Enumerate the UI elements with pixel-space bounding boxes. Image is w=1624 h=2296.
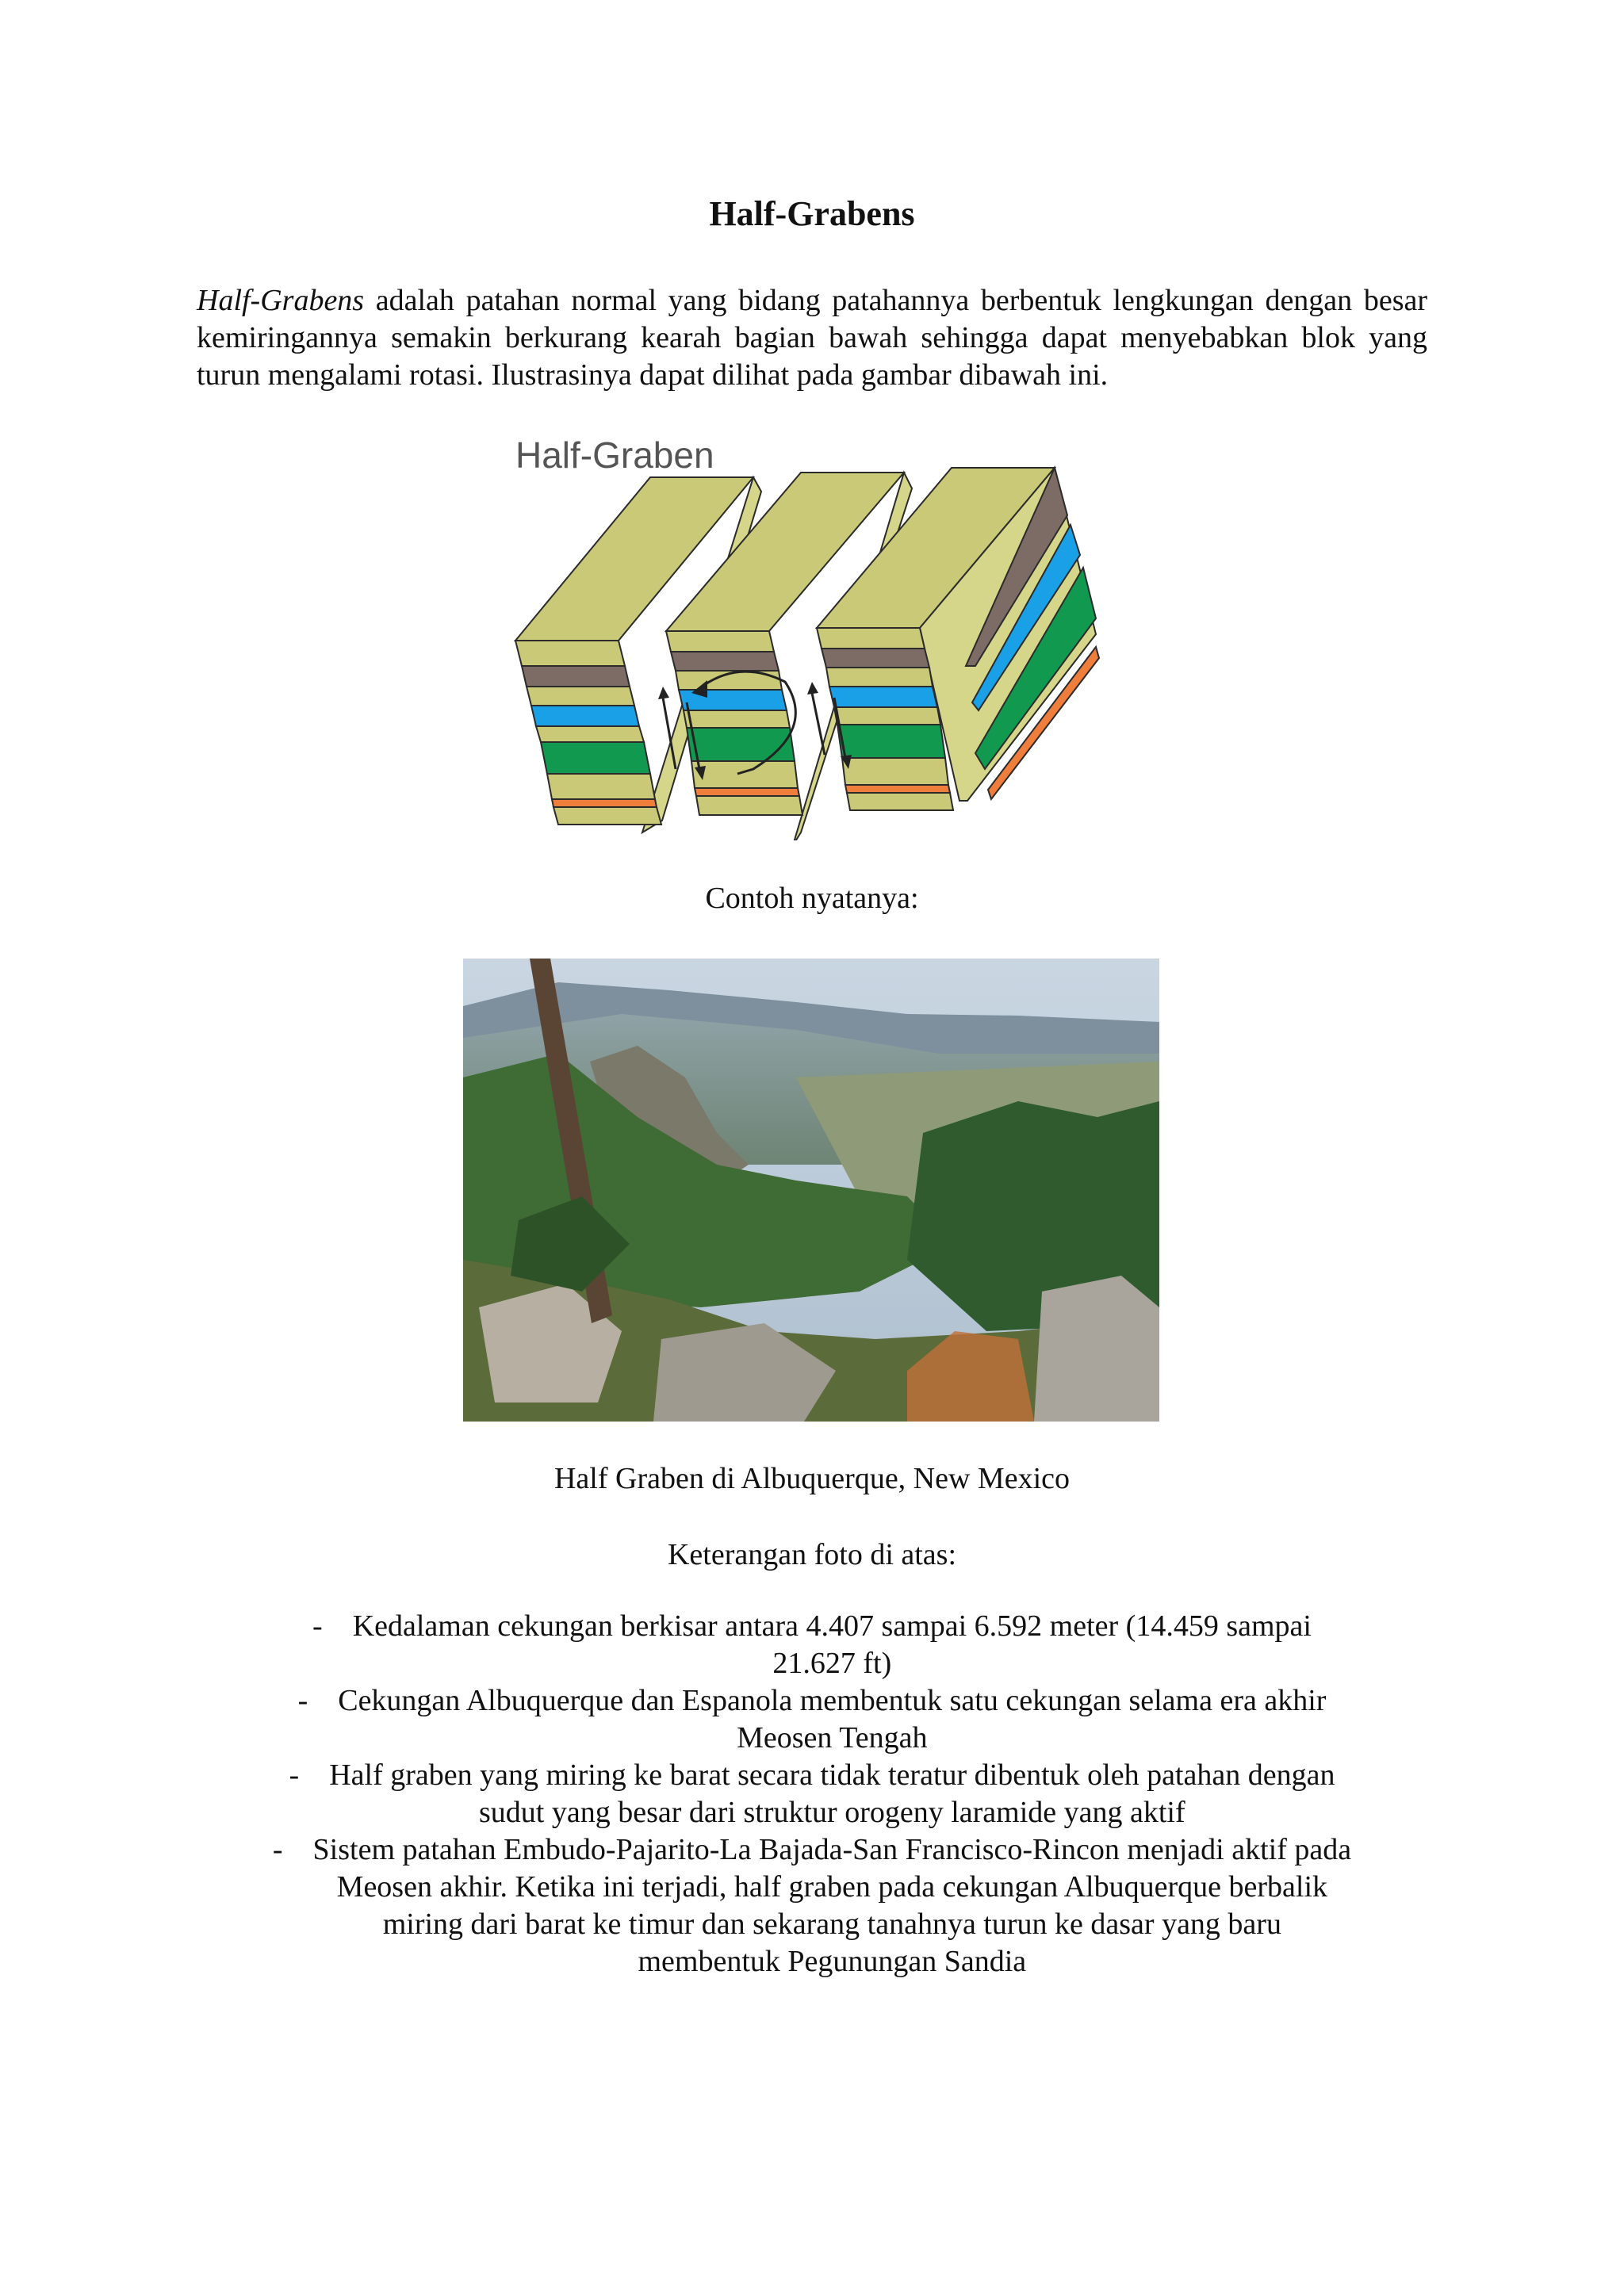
list-item-line: Sistem patahan Embudo-Pajarito-La Bajada-San Francisco-Rincon menjadi aktif pada	[312, 1833, 1352, 1866]
half-graben-diagram	[500, 428, 1102, 840]
list-item-line: Meosen Tengah	[737, 1721, 928, 1755]
example-heading: Contoh nyatanya:	[705, 882, 919, 915]
landscape-image	[463, 959, 1159, 1422]
list-item-line: Kedalaman cekungan berkisar antara 4.407 sampai 6.592 meter (14.459 sampai	[352, 1609, 1312, 1643]
intro-term: Half-Grabens	[197, 284, 365, 317]
bullet-dash: -	[297, 1684, 308, 1717]
list-item-line: Cekungan Albuquerque dan Espanola membentuk satu cekungan selama era akhir	[338, 1684, 1327, 1717]
photo-caption: Half Graben di Albuquerque, New Mexico	[553, 1462, 1071, 1495]
bullet-dash: -	[272, 1833, 283, 1866]
list-item-line: 21.627 ft)	[772, 1647, 892, 1680]
list-item-line: miring dari barat ke timur dan sekarang tanahnya turun ke dasar yang baru	[382, 1908, 1281, 1941]
list-item	[238, 1682, 1386, 1757]
intro-text: adalah patahan normal yang bidang patahannya berbentuk lengkungan dengan besar kemiringannya semakin berkurang kearah bagian bawah sehingga dapat menyebabkan blok yang turun mengalami rotasi. Ilustrasinya dapat dilihat pada gambar dibawah ini.	[197, 284, 1427, 392]
list-item-line: Meosen akhir. Ketika ini terjadi, half graben pada cekungan Albuquerque berbalik	[336, 1870, 1327, 1904]
list-item-line: sudut yang besar dari struktur orogeny laramide yang aktif	[479, 1796, 1185, 1829]
page-title: Half-Grabens	[709, 194, 915, 233]
bullet-dash: -	[289, 1758, 300, 1792]
notes-list	[238, 1608, 1386, 1980]
bullet-dash: -	[312, 1609, 323, 1643]
list-item	[238, 1831, 1386, 1980]
list-item-line: Half graben yang miring ke barat secara tidak teratur dibentuk oleh patahan dengan	[329, 1758, 1335, 1792]
albuquerque-photo	[463, 959, 1159, 1422]
intro-paragraph	[197, 282, 1427, 394]
list-item	[238, 1608, 1386, 1682]
notes-heading: Keterangan foto di atas:	[667, 1538, 957, 1571]
list-item	[238, 1757, 1386, 1831]
diagram-label: Half-Graben	[515, 434, 714, 476]
list-item-line: membentuk Pegunungan Sandia	[638, 1945, 1027, 1978]
